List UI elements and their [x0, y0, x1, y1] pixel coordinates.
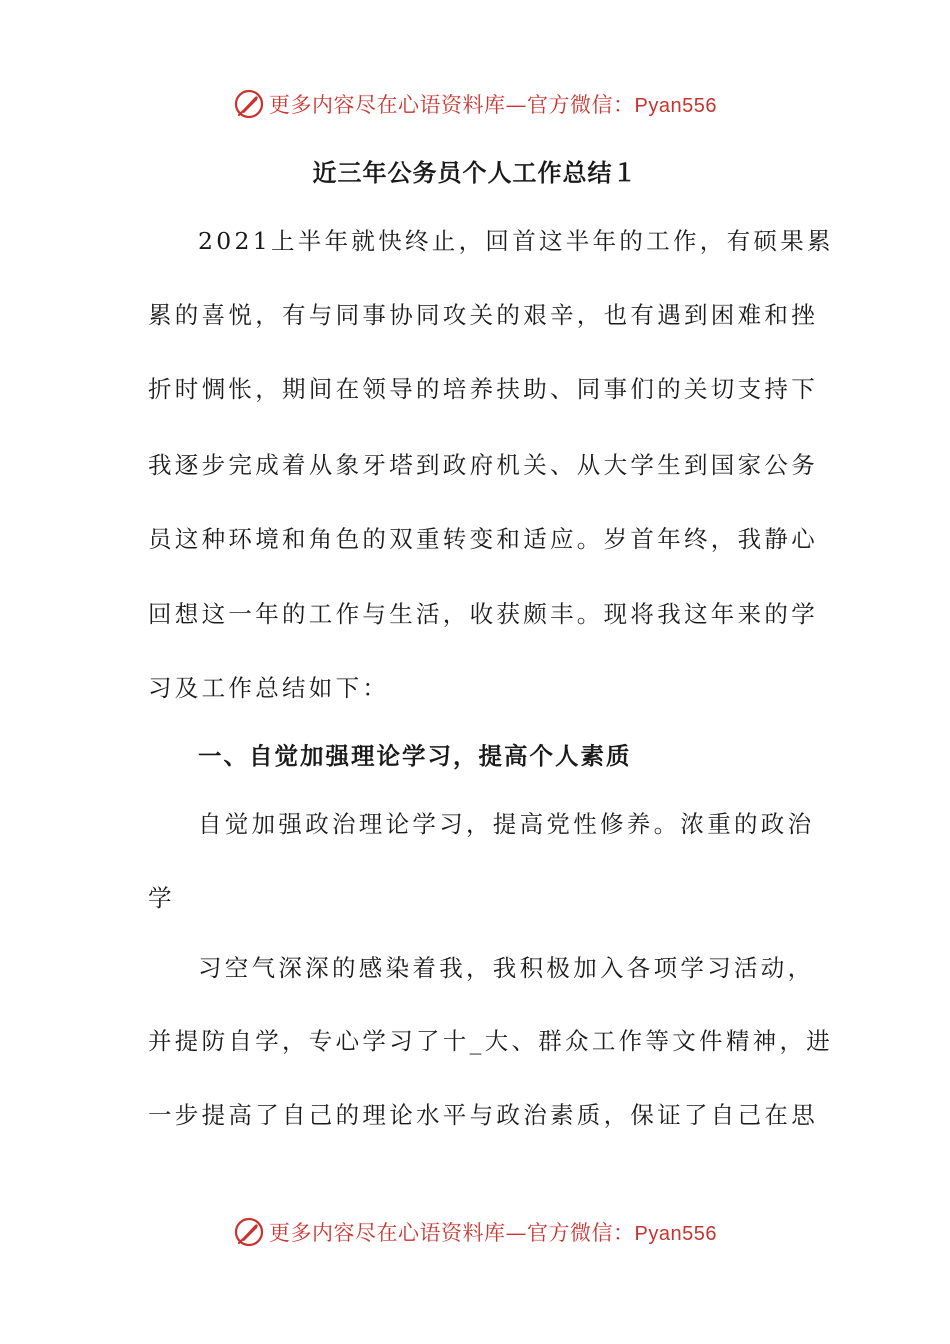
banner-text	[269, 89, 717, 119]
footer-banner	[0, 1212, 950, 1252]
banner-text-cn: 更多内容尽在心语资料库—官方微信：	[269, 1221, 635, 1245]
paragraph-line: 回想这一年的工作与生活，收获颇丰。现将我这年来的学	[148, 600, 818, 628]
banner-wechat-id: Pyan556	[634, 95, 717, 117]
paragraph-line: 折时惆怅，期间在领导的培养扶助、同事们的关切支持下	[148, 375, 818, 403]
quill-logo-icon	[233, 1216, 265, 1248]
banner-text-cn: 更多内容尽在心语资料库—官方微信：	[269, 93, 635, 117]
section-heading: 一、自觉加强理论学习，提高个人素质	[198, 742, 632, 770]
paragraph-line: 员这种环境和角色的双重转变和适应。岁首年终，我静心	[148, 525, 818, 553]
paragraph-line: 一步提高了自己的理论水平与政治素质，保证了自己在思	[148, 1101, 818, 1129]
quill-logo-icon	[233, 88, 265, 120]
paragraph-line: 我逐步完成着从象牙塔到政府机关、从大学生到国家公务	[148, 451, 818, 479]
page-title: 近三年公务员个人工作总结１	[312, 158, 638, 187]
paragraph-line: 累的喜悦，有与同事协同攻关的艰辛，也有遇到困难和挫	[148, 301, 818, 329]
paragraph-line: 自觉加强政治理论学习，提高党性修养。浓重的政治	[198, 810, 815, 838]
banner-text	[269, 1217, 717, 1247]
paragraph-line: 习及工作总结如下：	[148, 674, 390, 702]
header-banner	[0, 84, 950, 124]
banner-wechat-id: Pyan556	[634, 1223, 717, 1245]
paragraph-line: 习空气深深的感染着我，我积极加入各项学习活动，	[198, 954, 815, 982]
paragraph-line: 2021上半年就快终止，回首这半年的工作，有硕果累	[198, 227, 834, 255]
paragraph-line: 学	[148, 884, 175, 912]
paragraph-line: 并提防自学，专心学习了十_大、群众工作等文件精神，进	[148, 1027, 834, 1055]
